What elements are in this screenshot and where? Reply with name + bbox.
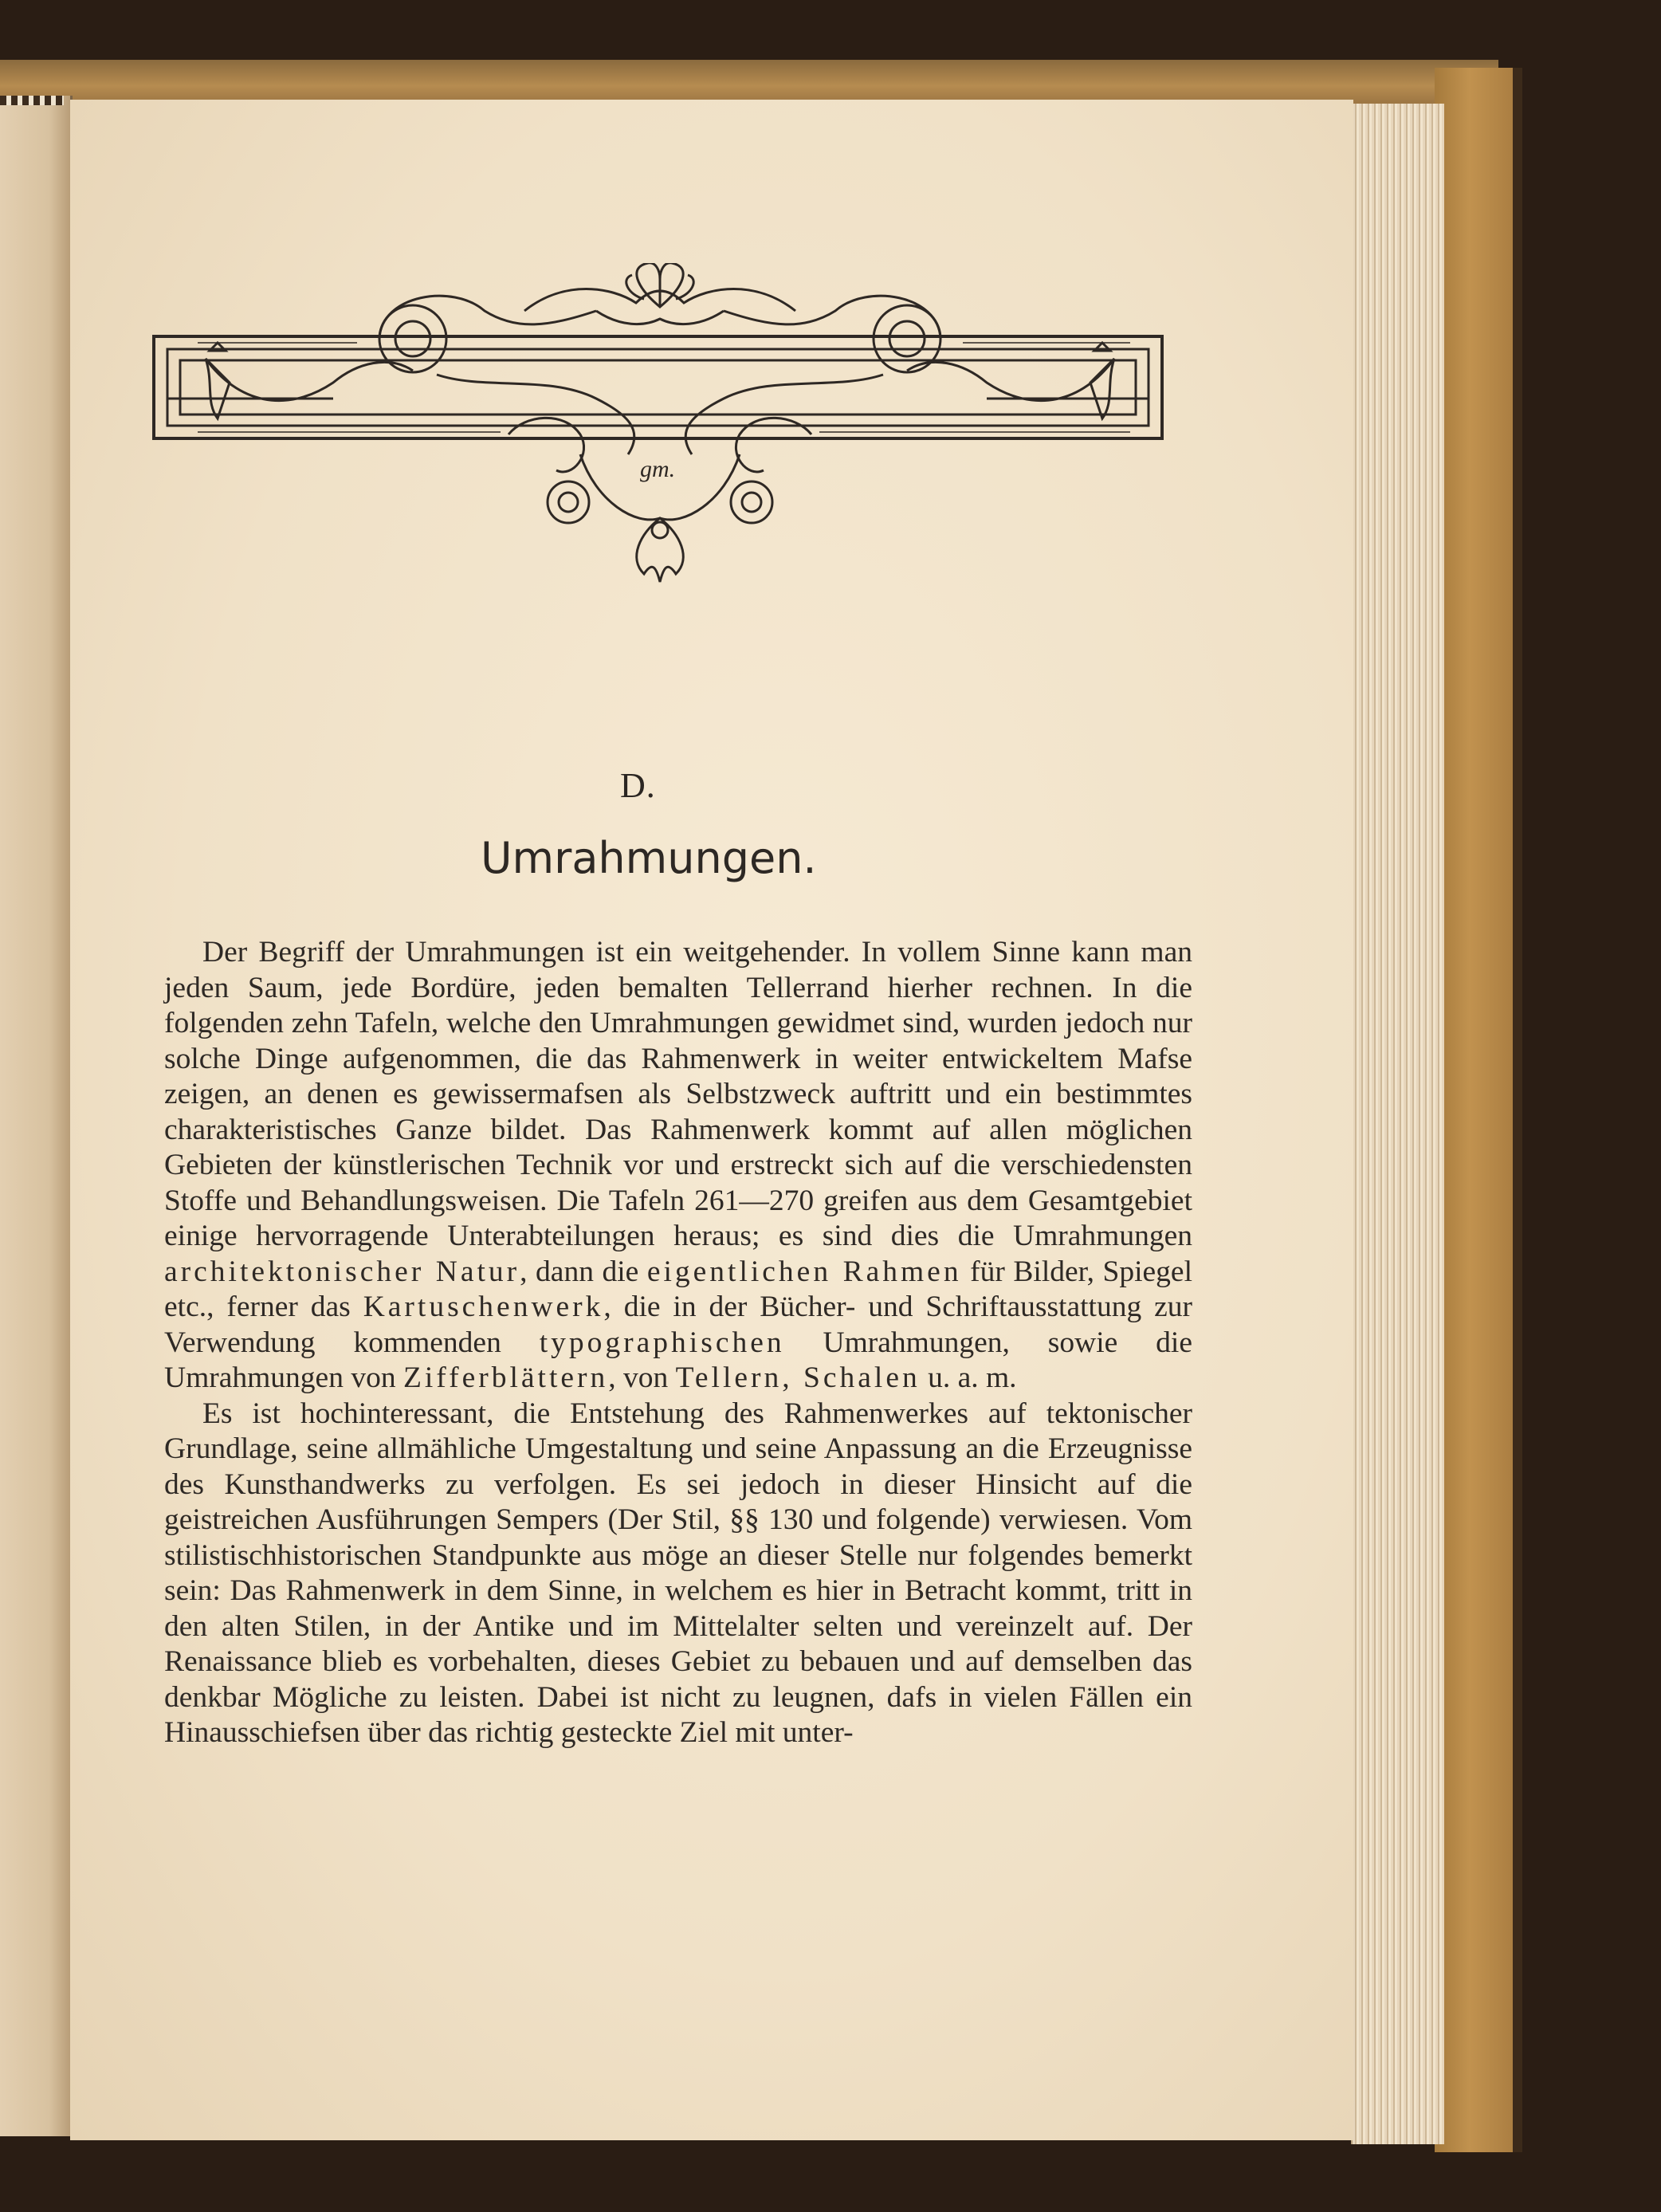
spaced-term: Zifferblättern xyxy=(402,1361,609,1394)
book-page: gm. D. Umrahmungen. Der Begriff der Umrahmungen ist ein weitgehender. In vollem Sinne kann man jeden Saum, jede Bordüre, jeden bemalten Tellerrand hierher rechnen. In die folgenden zehn Tafeln, welche den Umrahmungen gewidmet sind, wurden jedoch nur solche Dinge aufgenommen, die das Rahmenwerk in weiter entwickeltem Mafse zeigen, an denen es gewissermafsen als Selbstzweck auftritt und ein bestimmtes charakteristisches Ganze bildet. Das Rahmenwerk kommt auf allen möglichen Gebieten der künstlerischen Technik vor und erstreckt sich auf die verschiedensten Stoffe und Behandlungsweisen. Die Tafeln 261—270 greifen aus dem Gesamtgebiet einige hervorragende Unterabteilungen heraus; es sind dies die Umrahmungen architektonischer Natur, dann die eigentlichen Rahmen für Bilder, Spiegel etc., ferner das Kartuschenwerk, die in der Bücher- und Schriftausstattung zur Verwendung kommenden typographischen Umrahmungen, sowie die Umrahmungen von Zifferblättern, von Tellern, Schalen u. a. m. Es ist hochinteressant, die Entstehung des Rahmenwerkes auf tektonischer Grundlage, seine allmähliche Umgestaltung und seine Anpassung an die Erzeugnisse des Kunsthandwerks zu verfolgen. Es sei jedoch in dieser Hinsicht auf die geistreichen Ausführungen Sempers (Der Stil, §§ 130 und folgende) verwiesen. Vom stilistischhistorischen Standpunkte aus möge an dieser Stelle nur folgendes bemerkt sein: Das Rahmenwerk in dem Sinne, in welchem es hier in Betracht kommt, tritt in den alten Stilen, in der Antike und im Mittelalter selten und vereinzelt auf. Der Renaissance blieb es vorbehalten, dieses Gebiet zu bebauen und auf demselben das denkbar Mögliche zu leisten. Dabei ist nicht zu leugnen, dafs in vielen Fällen ein Hinausschiefsen über das richtig gesteckte Ziel mit unter- xyxy=(70,100,1353,2140)
spaced-term: architektonischer Natur xyxy=(164,1255,520,1288)
body-text xyxy=(164,935,1192,1751)
spaced-term: Tellern, Schalen xyxy=(675,1361,921,1394)
left-page-edge xyxy=(0,96,73,2136)
ornament-monogram: gm. xyxy=(640,456,676,482)
paragraph-2: Es ist hochinteressant, die Entstehung des Rahmenwerkes auf tektonischer Grundlage, seine allmähliche Umgestaltung und seine Anpassung an die Erzeugnisse des Kunsthandwerks zu verfolgen. Es sei jedoch in dieser Hinsicht auf die geistreichen Ausführungen Sempers (Der Stil, §§ 130 und folgende) verwiesen. Vom stilistischhistorischen Standpunkte aus möge an dieser Stelle nur folgendes bemerkt sein: Das Rahmenwerk in dem Sinne, in welchem es hier in Betracht kommt, tritt in den alten Stilen, in der Antike und im Mittelalter selten und vereinzelt auf. Der Renaissance blieb es vorbehalten, dieses Gebiet zu bebauen und auf demselben das denkbar Mögliche zu leisten. Dabei ist nicht zu leugnen, dafs in vielen Fällen ein Hinausschiefsen über das richtig gesteckte Ziel mit unter- xyxy=(164,1397,1192,1749)
binding-stitch xyxy=(0,96,64,105)
cartouche-ornament-icon xyxy=(150,263,1170,590)
paragraph-1: Der Begriff der Umrahmungen ist ein weitgehender. In vollem Sinne kann man jeden Saum, jede Bordüre, jeden bemalten Tellerrand hierher rechnen. In die folgenden zehn Tafeln, welche den Umrahmungen gewidmet sind, wurden jedoch nur solche Dinge aufgenommen, die das Rahmenwerk in weiter entwickeltem Mafse zeigen, an denen es gewissermafsen als Selbstzweck auftritt und ein bestimmtes charakteristisches Ganze bildet. Das Rahmenwerk kommt auf allen möglichen Gebieten der künstlerischen Technik vor und erstreckt sich auf die verschiedensten Stoffe und Behandlungsweisen. Die Tafeln 261—270 greifen aus dem Gesamtgebiet einige hervorragende Unterabteilungen heraus; es sind dies die Umrahmungen architektonischer Natur, dann die eigentlichen Rahmen für Bilder, Spiegel etc., ferner das Kartuschenwerk, die in der Bücher- und Schriftausstattung zur Verwendung kommenden typographischen Umrahmungen, sowie die Umrahmungen von Zifferblättern, von Tellern, Schalen u. a. m. xyxy=(164,936,1192,1394)
spaced-term: Kartuschenwerk xyxy=(363,1291,604,1323)
spaced-term: eigentlichen Rahmen xyxy=(646,1255,962,1288)
page-stack-edges xyxy=(1351,104,1444,2144)
book-cover-top-edge xyxy=(0,60,1498,104)
spaced-term: typographischen xyxy=(539,1326,785,1359)
book-cover-right-edge xyxy=(1435,68,1522,2152)
